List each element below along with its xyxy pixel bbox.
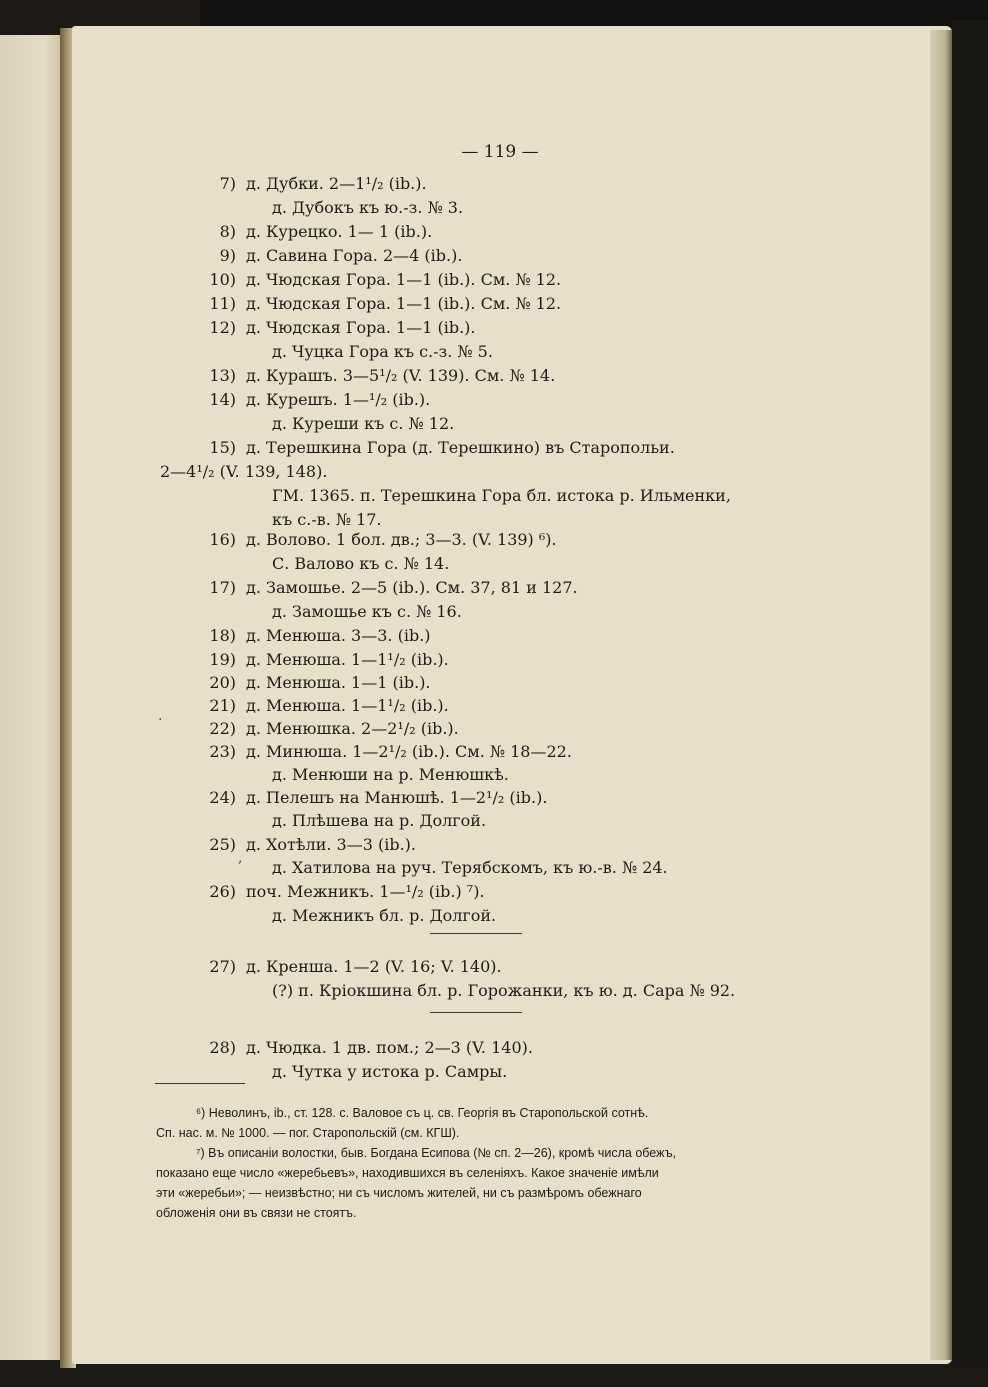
entry-text: д. Менюша. 1—1¹/₂ (ib.). (246, 650, 449, 669)
entry-subline: д. Менюши на р. Менюшкѣ. (272, 765, 509, 784)
entry-number: 12) (209, 318, 236, 337)
entry-number: 10) (209, 270, 236, 289)
entry-number: 22) (209, 719, 236, 738)
entry-number: 23) (209, 742, 236, 761)
entry-subline: (?) п. Кріокшина бл. р. Горожанки, къ ю. д. Сара № 92. (272, 981, 736, 1000)
entry-number: 7) (219, 174, 236, 193)
entry-subline: д. Куреши къ с. № 12. (272, 414, 455, 433)
entry-text: д. Чюдка. 1 дв. пом.; 2—3 (V. 140). (246, 1038, 533, 1057)
entry-text: д. Замошье. 2—5 (ib.). См. 37, 81 и 127. (246, 578, 578, 597)
entry-subline: ГМ. 1365. п. Терешкина Гора бл. истока р. Ильменки, (272, 486, 731, 505)
entry-number: 26) (209, 882, 236, 901)
entry-number: 24) (209, 788, 236, 807)
entry-number: 21) (209, 696, 236, 715)
footnote-line-5: эти «жеребьи»; — неизвѣстно; ни съ числомъ жителей, ни съ размѣромъ обежнаго (156, 1186, 642, 1200)
entry-number: 11) (209, 294, 236, 313)
entry-number: 25) (209, 835, 236, 854)
entry-text: д. Хотѣли. 3—3 (ib.). (246, 835, 417, 854)
footnote-line-1: ⁶) Неволинъ, ib., ст. 128. с. Валовое съ ц. св. Георгія въ Старопольской сотнѣ. (196, 1106, 649, 1120)
entry-subline: С. Валово къ с. № 14. (272, 554, 450, 573)
page-number: — 119 — (461, 142, 539, 162)
entry-text: д. Кренша. 1—2 (V. 16; V. 140). (246, 957, 502, 976)
footnote-rule (155, 1083, 245, 1084)
entry-text: д. Менюша. 1—1 (ib.). (246, 673, 431, 692)
entry-text: д. Волово. 1 бол. дв.; 3—3. (V. 139) ⁶). (246, 530, 557, 549)
entry-number: 15) (209, 438, 236, 457)
footnote-line-6: обложенія они въ связи не стоятъ. (156, 1206, 357, 1220)
entry-text: д. Чюдская Гора. 1—1 (ib.). См. № 12. (246, 294, 562, 313)
entry-number: 13) (209, 366, 236, 385)
entry-text: д. Чюдская Гора. 1—1 (ib.). См. № 12. (246, 270, 562, 289)
entry-subline: д. Плѣшева на р. Долгой. (272, 811, 487, 830)
entry-continuation: 2—4¹/₂ (V. 139, 148). (160, 462, 328, 481)
entry-text: д. Менюша. 3—3. (ib.) (246, 626, 431, 645)
margin-dot: · (158, 712, 163, 728)
separator-2 (430, 1012, 522, 1013)
entry-text: д. Курецко. 1— 1 (ib.). (246, 222, 433, 241)
entry-subline: къ с.-в. № 17. (272, 510, 382, 529)
entry-number: 18) (209, 626, 236, 645)
entry-text: д. Терешкина Гора (д. Терешкино) въ Старопольи. (246, 438, 675, 457)
entry-subline: д. Чутка у истока р. Самры. (272, 1062, 508, 1081)
entry-number: 17) (209, 578, 236, 597)
footnote-line-3: ⁷) Въ описаніи волостки, быв. Богдана Есипова (№ сп. 2—26), кромѣ числа обежъ, (196, 1146, 677, 1160)
entry-text: д. Курешъ. 1—¹/₂ (ib.). (246, 390, 431, 409)
entry-number: 19) (209, 650, 236, 669)
entry-number: 20) (209, 673, 236, 692)
entry-number: 28) (209, 1038, 236, 1057)
entry-number: 14) (209, 390, 236, 409)
margin-comma: , (238, 850, 243, 866)
entry-subline: д. Дубокъ къ ю.-з. № 3. (272, 198, 464, 217)
entry-text: д. Дубки. 2—1¹/₂ (ib.). (246, 174, 427, 193)
footnote-line-4: показано еще число «жеребьевъ», находившихся въ селеніяхъ. Какое значеніе имѣли (156, 1166, 659, 1180)
entry-text: д. Курашъ. 3—5¹/₂ (V. 139). См. № 14. (246, 366, 556, 385)
entry-text: д. Минюша. 1—2¹/₂ (ib.). См. № 18—22. (246, 742, 572, 761)
entry-text: д. Савина Гора. 2—4 (ib.). (246, 246, 463, 265)
entry-number: 16) (209, 530, 236, 549)
entry-subline: д. Межникъ бл. р. Долгой. (272, 906, 497, 925)
entry-text: д. Менюша. 1—1¹/₂ (ib.). (246, 696, 449, 715)
entry-subline: д. Хатилова на руч. Терябскомъ, къ ю.-в. № 24. (272, 858, 668, 877)
entry-text: поч. Межникъ. 1—¹/₂ (ib.) ⁷). (246, 882, 485, 901)
footnote-line-2: Сп. нас. м. № 1000. — пог. Старопольскій (см. КГШ). (156, 1126, 460, 1140)
entry-text: д. Менюшка. 2—2¹/₂ (ib.). (246, 719, 459, 738)
entry-text: д. Пелешъ на Манюшѣ. 1—2¹/₂ (ib.). (246, 788, 548, 807)
entry-text: д. Чюдская Гора. 1—1 (ib.). (246, 318, 476, 337)
entry-subline: д. Чуцка Гора къ с.-з. № 5. (272, 342, 493, 361)
entry-number: 9) (219, 246, 236, 265)
entry-number: 8) (219, 222, 236, 241)
entry-number: 27) (209, 957, 236, 976)
separator-1 (430, 933, 522, 934)
entry-subline: д. Замошье къ с. № 16. (272, 602, 462, 621)
